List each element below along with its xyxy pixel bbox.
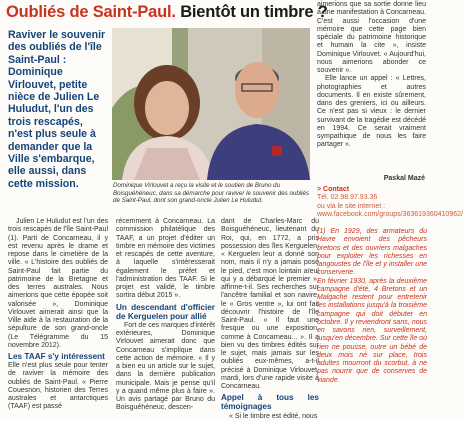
col1-paragraph-1: Julien Le Huludut est l'un des trois rescapés de l'île Saint-Paul (1). Parti de Concarneau, il y est revenu après le drame et repose dans le cimetière de la ville. « L'histoire des oubliés de Saint-Paul fait partie du patrimoine de la Bretagne et des terres australes. Nous aimerions que cette épopée soit valorisée », Dominique Virlouvet aimerait ainsi que la Ville aide à la restauration de la sépulture de son grand-oncle (Le Télégramme du 15 novembre 2012).: [8, 218, 108, 349]
contact-box: [317, 186, 463, 220]
article-column-1: [8, 218, 108, 412]
contact-url[interactable]: www.facebook.com/groups/363619360410962/: [317, 211, 463, 219]
article-column-3: [221, 218, 319, 421]
photo-illustration: [112, 28, 310, 180]
col3-subheading: Appel à tous les témoignages: [221, 393, 319, 412]
contact-title: > Contact: [317, 186, 350, 193]
col1-paragraph-2: Elle n'est plus seule pour tenter de raviver la mémoire des oubliés de Saint-Paul. « Pierre Couesnon, historien des Terres australes et antarctiques (TAAF) est passé: [8, 362, 108, 411]
photo-caption: Dominique Virlouvet a reçu la visite et le soutien de Bruno du Boisguéhéneuc, dans sa démarche pour raviver le souvenir des oubliés de Saint-Paul, dont son grand-oncle Julien Le Huludut.: [113, 182, 310, 205]
col1-subheading: Les TAAF s'y intéressent: [8, 352, 105, 361]
article-photo: [112, 28, 310, 180]
author-byline: Paskal Mazé: [383, 175, 425, 182]
col3-paragraph-1: dant de Charles-Marc du Boisguéhéneuc, lieutenant du Roi, qui, en 1772, a pris possession des îles Kerguelen. « Kerguelen leur a donné son nom, mais il n'y a jamais posé le pied, c'est mon lointain aïeul qui y a débarqué le premier », affirme-t-il. Ses recherches sur l'ancêtre familial et son navire, le « Gros ventre », lui ont fait découvrir l'histoire de l'île Saint-Paul. « Il faut une fresque ou une exposition, comme à Concarneau... ». Il a bien vu des timbres édités sur le sujet, mais jamais sur les oubliés eux-mêmes, a-t-il précisé à Dominique Virlouvet, mardi, lors d'une rapide visite à Concarneau.: [221, 218, 319, 390]
article-column-2: [116, 218, 215, 413]
col2-paragraph-2: Fort de ces marques d'intérêt extérieures, Dominique Virlouvet aimerait donc que Concarneau s'implique dans cette action de mémoire. « Il y a bien eu un article sur le sujet, dans la dernière publication municipale. Mais je pense qu'il y a quand même plus à faire ». Un avis partagé par Bruno du Boisguéhéneuc, descen-: [116, 321, 215, 412]
contact-facebook-label: ou via le site internet :: [317, 202, 386, 210]
col3-paragraph-2: « Si le timbre est édité, nous: [229, 412, 318, 420]
col4-paragraph-2: Elle lance un appel : « Lettres, photographies et autres documents. Il en existe sûrement, dans des greniers, ici ou ailleurs. Ce n'est pas si vieux : le dernier survivant de la tragédie est décédé en 1994. Ce serait vraiment sympathique de nous les faire partager ».: [317, 75, 426, 149]
sidebar-paragraph-1: (1) En 1929, des armateurs du Havre envoient des pêcheurs bretons et des ouvriers malgaches pour exploiter les richesses en langoustes de l'île et y installer une conserverie.: [317, 228, 427, 277]
history-sidebar: [317, 228, 427, 385]
contact-phone: Tél. 02.98.97.93.36: [317, 194, 378, 202]
col4-paragraph-1: aimerions que sa sortie donne lieu à une manifestation à Concarneau. C'est aussi l'occasion d'une mémoire que cette page bien spéciale du patrimoine historique et humain la cite », insiste Dominique Virlouvet. « Aujourd'hui, nous aimerions abonder ce souvenir ».: [317, 1, 426, 74]
article-column-4: [317, 1, 426, 150]
sidebar-paragraph-2: En février 1930, après la deuxième campagne d'été, 4 Bretons et un Malgache restent pour entretenir les installations jusqu'à la troisième campagne qui doit débuter en octobre. Il y reviendront sans, nous en savons rien, surveillement, jusqu'en décembre. Sur cette île où rien ne pousse, outre un bébé de deux mois né sur place, trois adultes mourront du scorbut, à ne pas nourrir que de conserves de viande.: [317, 277, 427, 384]
headline-main: Oubliés de Saint-Paul.: [6, 3, 176, 21]
col2-paragraph-1: récemment à Concarneau. La commission philatélique des TAAF, a un projet d'éditer un timbre en mémoire des victimes et rescapés de cette aventure, à laquelle s'intéresserait également le préfet et l'administration des TAAF. Si le projet est validé, le timbre sortira début 2015 ».: [116, 218, 215, 300]
col2-subheading: Un descendant d'officier de Kerguelen pour allié: [116, 302, 215, 321]
lead-paragraph: Raviver le souvenir des oubliés de l'île Saint-Paul : Dominique Virlouvet, petite nièce de Julien Le Huludut, l'un des trois rescapés, n'est plus seule à demander que la Ville s'embarque, elle aussi, dans cette mission.: [8, 29, 106, 190]
headline-question: Bientôt un timbre ?: [175, 3, 328, 21]
